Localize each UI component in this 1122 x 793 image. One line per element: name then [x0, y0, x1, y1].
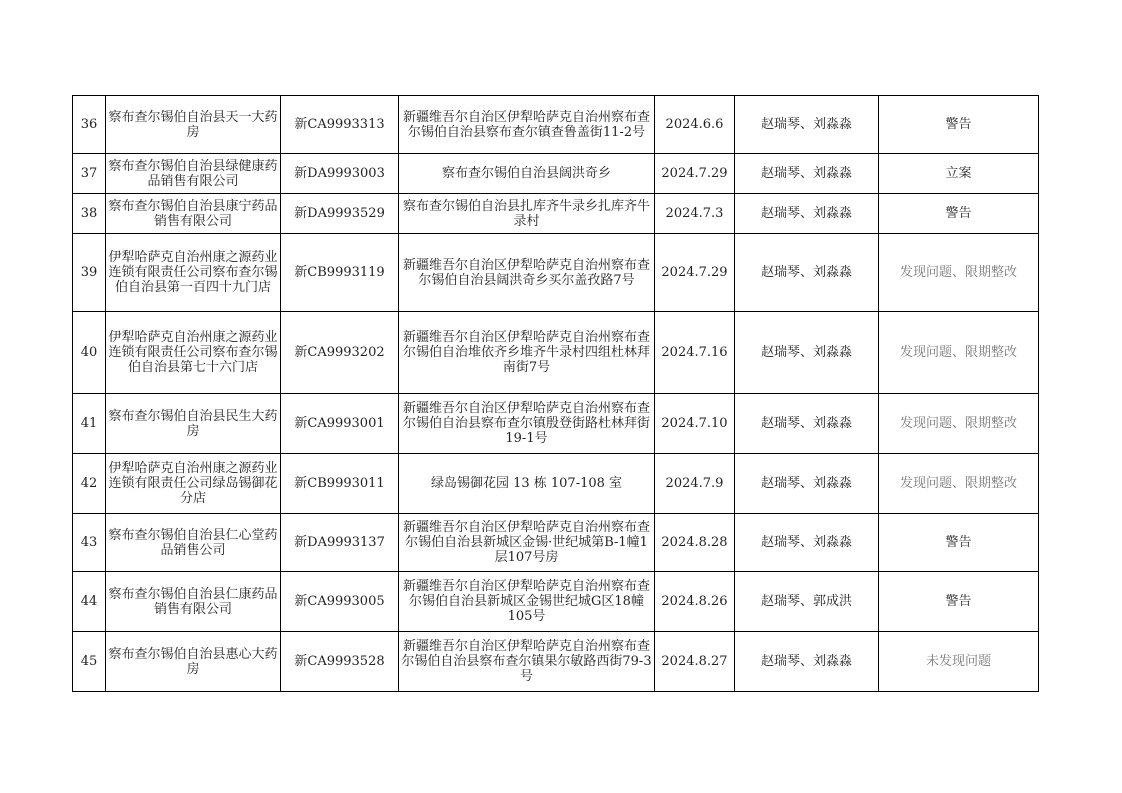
store-address: 新疆维吾尔自治区伊犁哈萨克自治州察布查尔锡伯自治县察布查尔镇查鲁盖街11-2号 — [399, 96, 655, 154]
inspectors: 赵瑞琴、刘淼淼 — [735, 234, 879, 312]
inspection-result: 未发现问题 — [879, 632, 1039, 692]
inspection-date: 2024.6.6 — [655, 96, 735, 154]
inspection-date: 2024.7.29 — [655, 234, 735, 312]
row-number: 39 — [73, 234, 106, 312]
inspection-result: 警告 — [879, 572, 1039, 632]
license-number: 新CA9993001 — [281, 394, 399, 454]
license-number: 新CB9993011 — [281, 454, 399, 514]
table-row — [73, 572, 1039, 632]
license-number: 新CA9993528 — [281, 632, 399, 692]
row-number: 40 — [73, 312, 106, 394]
inspectors: 赵瑞琴、刘淼淼 — [735, 514, 879, 572]
license-number: 新CB9993119 — [281, 234, 399, 312]
license-number: 新DA9993137 — [281, 514, 399, 572]
inspectors: 赵瑞琴、刘淼淼 — [735, 394, 879, 454]
row-number: 42 — [73, 454, 106, 514]
store-name: 察布查尔锡伯自治县绿健康药品销售有限公司 — [106, 154, 281, 194]
inspectors: 赵瑞琴、郭成洪 — [735, 572, 879, 632]
row-number: 44 — [73, 572, 106, 632]
inspectors: 赵瑞琴、刘淼淼 — [735, 632, 879, 692]
table-row — [73, 154, 1039, 194]
inspection-result: 发现问题、限期整改 — [879, 234, 1039, 312]
inspectors: 赵瑞琴、刘淼淼 — [735, 194, 879, 234]
store-address: 察布查尔锡伯自治县扎库齐牛录乡扎库齐牛录村 — [399, 194, 655, 234]
table-row — [73, 394, 1039, 454]
inspection-result: 警告 — [879, 194, 1039, 234]
table-row — [73, 312, 1039, 394]
inspection-result: 警告 — [879, 96, 1039, 154]
store-name: 察布查尔锡伯自治县仁心堂药品销售公司 — [106, 514, 281, 572]
table-row — [73, 96, 1039, 154]
table-row — [73, 632, 1039, 692]
table-row — [73, 454, 1039, 514]
inspection-result: 发现问题、限期整改 — [879, 454, 1039, 514]
inspection-date: 2024.7.16 — [655, 312, 735, 394]
store-name: 伊犁哈萨克自治州康之源药业连锁有限责任公司绿岛锡御花分店 — [106, 454, 281, 514]
inspectors: 赵瑞琴、刘淼淼 — [735, 312, 879, 394]
store-address: 新疆维吾尔自治区伊犁哈萨克自治州察布查尔锡伯自治县察布查尔镇殷登街路杜林拜街19-1号 — [399, 394, 655, 454]
store-address: 绿岛锡御花园 13 栋 107-108 室 — [399, 454, 655, 514]
store-name: 伊犁哈萨克自治州康之源药业连锁有限责任公司察布查尔锡伯自治县第七十六门店 — [106, 312, 281, 394]
store-address: 新疆维吾尔自治区伊犁哈萨克自治州察布查尔锡伯自治县阔洪奇乡买尔盖孜路7号 — [399, 234, 655, 312]
store-name: 察布查尔锡伯自治县康宁药品销售有限公司 — [106, 194, 281, 234]
store-address: 新疆维吾尔自治区伊犁哈萨克自治州察布查尔锡伯自治县新城区金锡·世纪城第B-1幢1层107号房 — [399, 514, 655, 572]
license-number: 新DA9993529 — [281, 194, 399, 234]
store-address: 新疆维吾尔自治区伊犁哈萨克自治州察布查尔锡伯自治县察布查尔镇果尔敏路西街79-3号 — [399, 632, 655, 692]
license-number: 新CA9993202 — [281, 312, 399, 394]
inspectors: 赵瑞琴、刘淼淼 — [735, 96, 879, 154]
inspectors: 赵瑞琴、刘淼淼 — [735, 454, 879, 514]
store-name: 察布查尔锡伯自治县天一大药房 — [106, 96, 281, 154]
row-number: 36 — [73, 96, 106, 154]
row-number: 37 — [73, 154, 106, 194]
row-number: 45 — [73, 632, 106, 692]
license-number: 新CA9993313 — [281, 96, 399, 154]
store-address: 察布查尔锡伯自治县阔洪奇乡 — [399, 154, 655, 194]
inspection-result: 警告 — [879, 514, 1039, 572]
row-number: 38 — [73, 194, 106, 234]
license-number: 新DA9993003 — [281, 154, 399, 194]
license-number: 新CA9993005 — [281, 572, 399, 632]
inspection-date: 2024.8.27 — [655, 632, 735, 692]
inspectors: 赵瑞琴、刘淼淼 — [735, 154, 879, 194]
store-name: 察布查尔锡伯自治县民生大药房 — [106, 394, 281, 454]
inspection-result: 发现问题、限期整改 — [879, 312, 1039, 394]
inspection-date: 2024.7.29 — [655, 154, 735, 194]
row-number: 43 — [73, 514, 106, 572]
inspection-table — [72, 95, 1039, 692]
inspection-date: 2024.8.28 — [655, 514, 735, 572]
inspection-date: 2024.7.9 — [655, 454, 735, 514]
store-name: 伊犁哈萨克自治州康之源药业连锁有限责任公司察布查尔锡伯自治县第一百四十九门店 — [106, 234, 281, 312]
table-row — [73, 234, 1039, 312]
inspection-date: 2024.7.3 — [655, 194, 735, 234]
inspection-date: 2024.7.10 — [655, 394, 735, 454]
store-address: 新疆维吾尔自治区伊犁哈萨克自治州察布查尔锡伯自治堆依齐乡堆齐牛录村四组杜林拜南街7号 — [399, 312, 655, 394]
store-name: 察布查尔锡伯自治县仁康药品销售有限公司 — [106, 572, 281, 632]
row-number: 41 — [73, 394, 106, 454]
table-row — [73, 514, 1039, 572]
table-row — [73, 194, 1039, 234]
store-address: 新疆维吾尔自治区伊犁哈萨克自治州察布查尔锡伯自治县新城区金锡世纪城G区18幢105号 — [399, 572, 655, 632]
inspection-result: 发现问题、限期整改 — [879, 394, 1039, 454]
inspection-date: 2024.8.26 — [655, 572, 735, 632]
store-name: 察布查尔锡伯自治县惠心大药房 — [106, 632, 281, 692]
inspection-result: 立案 — [879, 154, 1039, 194]
